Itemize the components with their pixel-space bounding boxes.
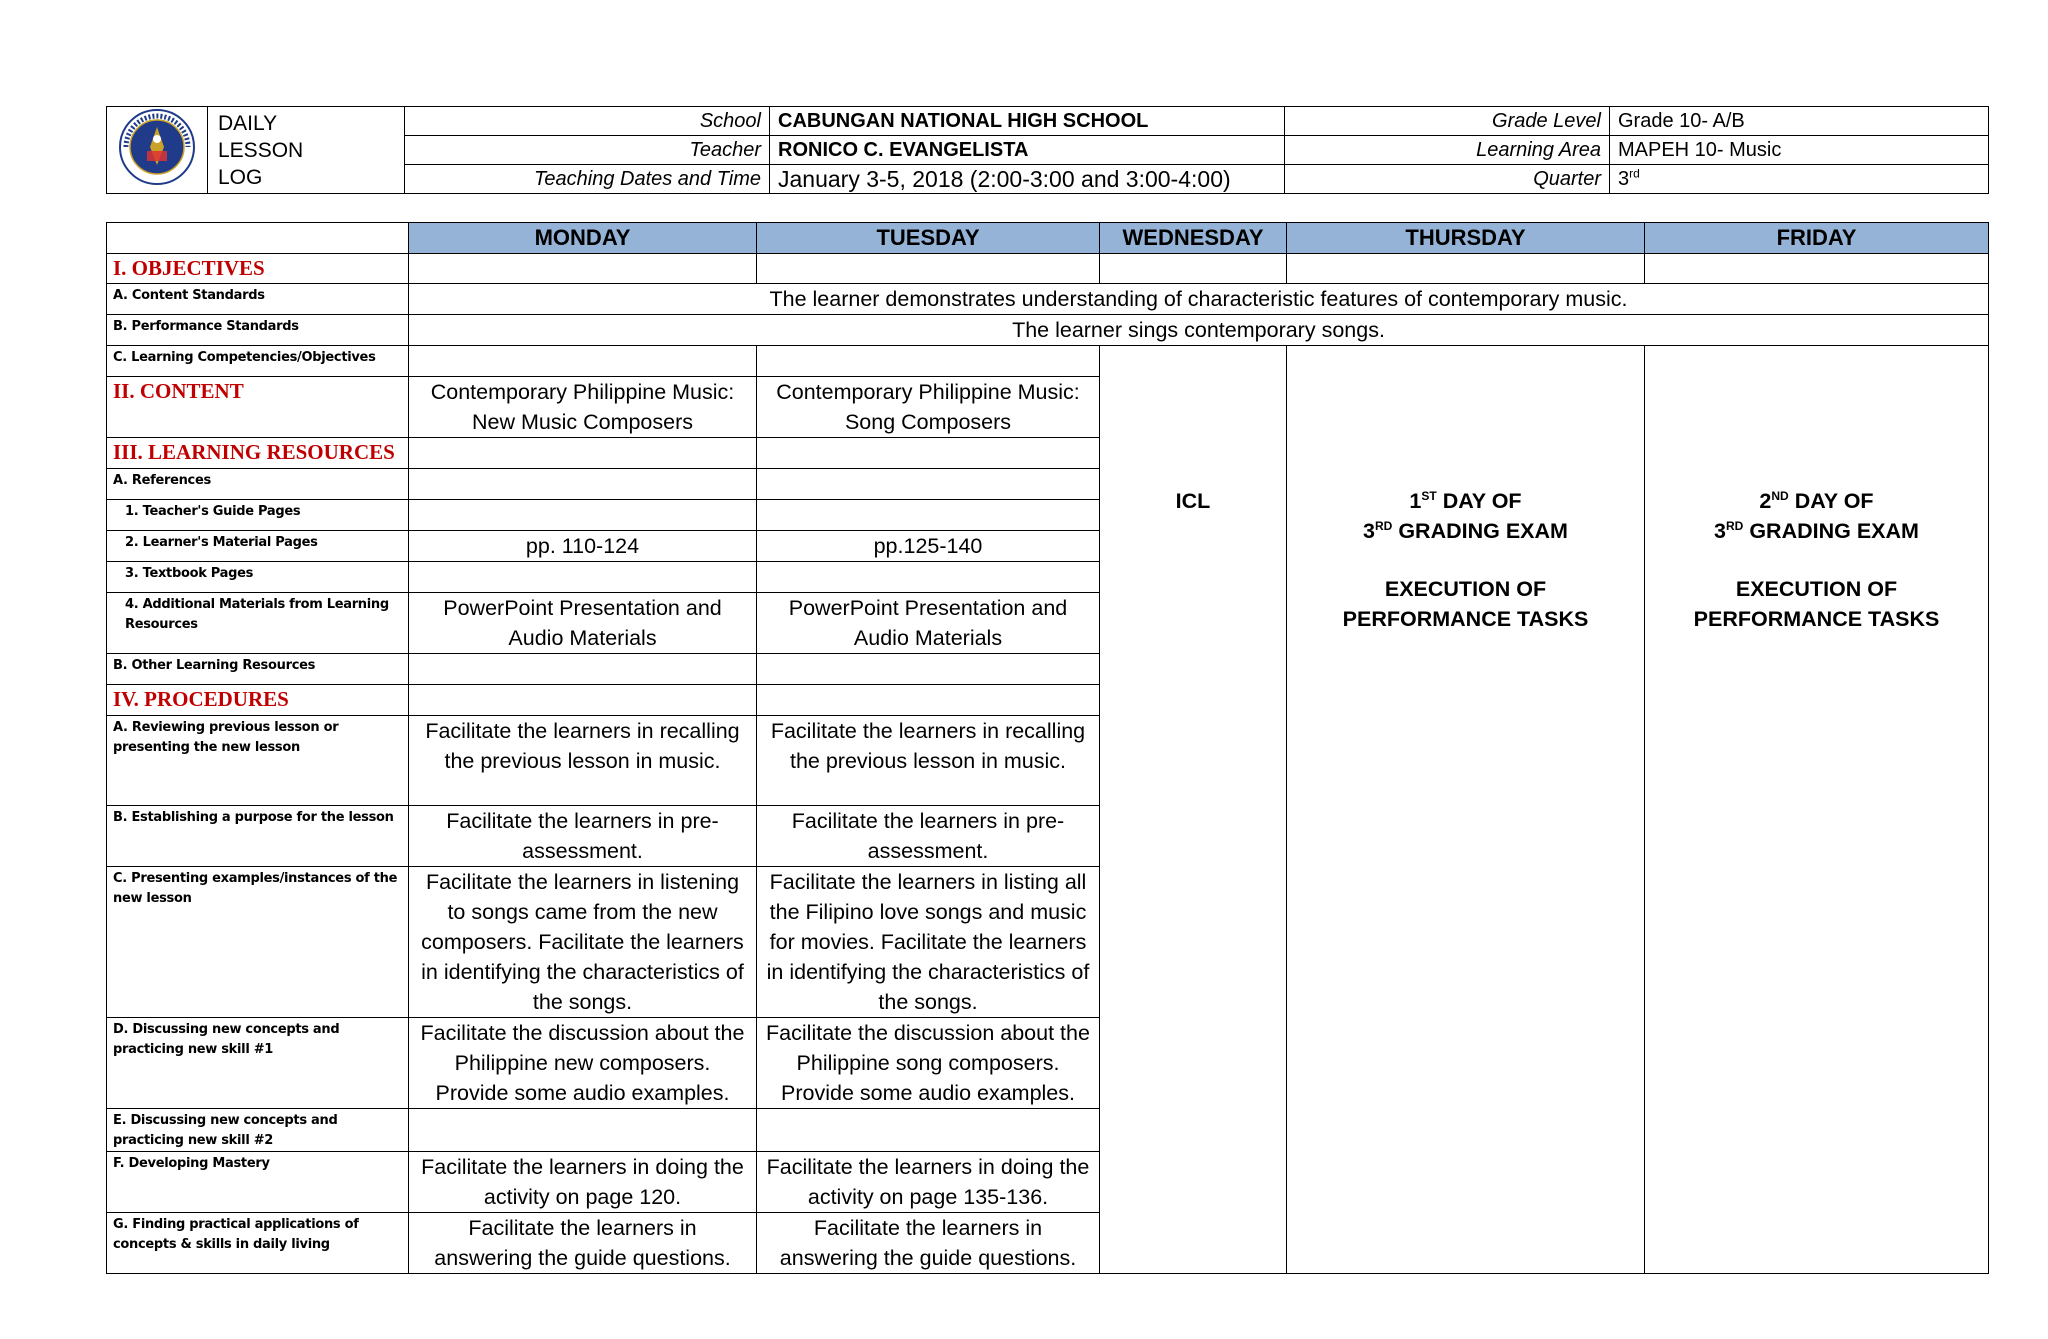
friday-grading-number: 3 xyxy=(1714,519,1727,543)
empty-cell xyxy=(757,562,1100,593)
empty-cell xyxy=(409,1109,757,1152)
thursday-day-text: DAY OF xyxy=(1436,489,1522,513)
competencies-row xyxy=(107,346,1989,377)
school-value: CABUNGAN NATIONAL HIGH SCHOOL xyxy=(770,107,1285,136)
content-monday: Contemporary Philippine Music: New Music Composers xyxy=(409,377,757,438)
content-standards-label: A. Content Standards xyxy=(107,284,409,315)
day-header-row xyxy=(107,223,1989,254)
quarter-number: 3 xyxy=(1618,167,1630,190)
empty-cell xyxy=(409,500,757,531)
empty-cell xyxy=(409,438,757,469)
thursday-grading-number: 3 xyxy=(1363,519,1376,543)
empty-cell xyxy=(757,254,1100,284)
procedure-b-tuesday: Facilitate the learners in pre-assessment. xyxy=(757,806,1100,867)
day-friday: FRIDAY xyxy=(1645,223,1989,254)
empty-cell xyxy=(409,685,757,716)
procedure-b-monday: Facilitate the learners in pre-assessment. xyxy=(409,806,757,867)
day-monday: MONDAY xyxy=(409,223,757,254)
empty-cell xyxy=(409,346,757,377)
friday-grading-suffix: RD xyxy=(1726,518,1744,533)
procedure-d-tuesday: Facilitate the discussion about the Philippine song composers. Provide some audio examples. xyxy=(757,1018,1100,1109)
learning-area-value: MAPEH 10- Music xyxy=(1610,136,1989,165)
corner-cell xyxy=(107,223,409,254)
empty-cell xyxy=(409,654,757,685)
teaching-dates-value: January 3-5, 2018 (2:00-3:00 and 3:00-4:00) xyxy=(770,165,1285,194)
quarter-label: Quarter xyxy=(1285,165,1610,194)
empty-cell xyxy=(1287,254,1645,284)
wednesday-icl: ICL xyxy=(1175,489,1211,513)
empty-cell xyxy=(409,469,757,500)
friday-day-text: DAY OF xyxy=(1788,489,1874,513)
procedure-c-label: C. Presenting examples/instances of the new lesson xyxy=(107,867,409,1018)
empty-cell xyxy=(757,654,1100,685)
additional-materials-tuesday: PowerPoint Presentation and Audio Materials xyxy=(757,593,1100,654)
content-tuesday: Contemporary Philippine Music: Song Composers xyxy=(757,377,1100,438)
thursday-line-3: EXECUTION OF xyxy=(1384,577,1547,601)
additional-materials-label: 4. Additional Materials from Learning Resources xyxy=(107,593,409,654)
textbook-label: 3. Textbook Pages xyxy=(107,562,409,593)
performance-standards-value: The learner sings contemporary songs. xyxy=(409,315,1989,346)
objectives-heading: I. OBJECTIVES xyxy=(107,254,409,284)
procedure-g-tuesday: Facilitate the learners in answering the guide questions. xyxy=(757,1213,1100,1274)
teaching-dates-label: Teaching Dates and Time xyxy=(405,165,770,194)
title-line-1: DAILY xyxy=(218,111,278,135)
quarter-suffix: rd xyxy=(1629,165,1640,180)
procedure-f-monday: Facilitate the learners in doing the activity on page 120. xyxy=(409,1152,757,1213)
procedure-g-monday: Facilitate the learners in answering the guide questions. xyxy=(409,1213,757,1274)
performance-standards-row xyxy=(107,315,1989,346)
content-standards-row xyxy=(107,284,1989,315)
empty-cell xyxy=(1100,254,1287,284)
performance-standards-label: B. Performance Standards xyxy=(107,315,409,346)
deped-seal-icon xyxy=(114,107,200,187)
day-tuesday: TUESDAY xyxy=(757,223,1100,254)
friday-column xyxy=(1645,346,1989,1274)
thursday-line-4: PERFORMANCE TASKS xyxy=(1342,607,1589,631)
other-resources-label: B. Other Learning Resources xyxy=(107,654,409,685)
learners-material-tuesday: pp.125-140 xyxy=(757,531,1100,562)
empty-cell xyxy=(757,500,1100,531)
deped-logo xyxy=(107,107,208,194)
friday-day-number: 2 xyxy=(1759,489,1772,513)
procedure-c-tuesday: Facilitate the learners in listing all the Filipino love songs and music for movies. Facilitate the learners in identifying the characteristics of the songs. xyxy=(757,867,1100,1018)
friday-line-3: EXECUTION OF xyxy=(1735,577,1898,601)
thursday-day-suffix: ST xyxy=(1421,488,1437,503)
empty-cell xyxy=(757,1109,1100,1152)
references-label: A. References xyxy=(107,469,409,500)
procedure-a-label: A. Reviewing previous lesson or presenting the new lesson xyxy=(107,716,409,806)
friday-line-2 xyxy=(1651,516,1982,546)
procedure-d-monday: Facilitate the discussion about the Philippine new composers. Provide some audio examples. xyxy=(409,1018,757,1109)
day-wednesday: WEDNESDAY xyxy=(1100,223,1287,254)
friday-grading-text: GRADING EXAM xyxy=(1743,519,1919,543)
content-standards-value: The learner demonstrates understanding of characteristic features of contemporary music. xyxy=(409,284,1989,315)
friday-day-suffix: ND xyxy=(1771,488,1789,503)
content-heading: II. CONTENT xyxy=(107,377,409,438)
title-line-2: LESSON xyxy=(218,138,304,162)
daily-lesson-log-title xyxy=(208,107,405,194)
empty-cell xyxy=(757,685,1100,716)
competencies-label: C. Learning Competencies/Objectives xyxy=(107,346,409,377)
friday-line-1 xyxy=(1651,486,1982,516)
teachers-guide-label: 1. Teacher's Guide Pages xyxy=(107,500,409,531)
teacher-value: RONICO C. EVANGELISTA xyxy=(770,136,1285,165)
day-thursday: THURSDAY xyxy=(1287,223,1645,254)
grade-level-label: Grade Level xyxy=(1285,107,1610,136)
lesson-log-table xyxy=(106,222,1989,1274)
procedures-heading: IV. PROCEDURES xyxy=(107,685,409,716)
thursday-line-2 xyxy=(1293,516,1638,546)
empty-cell xyxy=(757,469,1100,500)
friday-line-4: PERFORMANCE TASKS xyxy=(1693,607,1940,631)
procedure-b-label: B. Establishing a purpose for the lesson xyxy=(107,806,409,867)
procedure-g-label: G. Finding practical applications of concepts & skills in daily living xyxy=(107,1213,409,1274)
thursday-line-1 xyxy=(1293,486,1638,516)
teacher-label: Teacher xyxy=(405,136,770,165)
procedure-a-monday: Facilitate the learners in recalling the previous lesson in music. xyxy=(409,716,757,806)
learners-material-label: 2. Learner's Material Pages xyxy=(107,531,409,562)
empty-cell xyxy=(757,346,1100,377)
header-table xyxy=(106,106,1989,194)
empty-cell xyxy=(757,438,1100,469)
procedure-f-tuesday: Facilitate the learners in doing the activity on page 135-136. xyxy=(757,1152,1100,1213)
procedure-a-tuesday: Facilitate the learners in recalling the previous lesson in music. xyxy=(757,716,1100,806)
learning-resources-heading: III. LEARNING RESOURCES xyxy=(107,438,409,469)
quarter-value xyxy=(1610,165,1989,194)
procedure-c-monday: Facilitate the learners in listening to songs came from the new composers. Facilitate the learners in identifying the characteristics of the songs. xyxy=(409,867,757,1018)
title-line-3: LOG xyxy=(218,165,263,189)
procedure-f-label: F. Developing Mastery xyxy=(107,1152,409,1213)
procedure-e-label: E. Discussing new concepts and practicing new skill #2 xyxy=(107,1109,409,1152)
thursday-day-number: 1 xyxy=(1409,489,1422,513)
thursday-grading-suffix: RD xyxy=(1375,518,1393,533)
empty-cell xyxy=(409,254,757,284)
empty-cell xyxy=(409,562,757,593)
learners-material-monday: pp. 110-124 xyxy=(409,531,757,562)
learning-area-label: Learning Area xyxy=(1285,136,1610,165)
objectives-row xyxy=(107,254,1989,284)
empty-cell xyxy=(1645,254,1989,284)
procedure-d-label: D. Discussing new concepts and practicing new skill #1 xyxy=(107,1018,409,1109)
thursday-column xyxy=(1287,346,1645,1274)
wednesday-column xyxy=(1100,346,1287,1274)
school-label: School xyxy=(405,107,770,136)
grade-level-value: Grade 10- A/B xyxy=(1610,107,1989,136)
thursday-grading-text: GRADING EXAM xyxy=(1392,519,1568,543)
additional-materials-monday: PowerPoint Presentation and Audio Materials xyxy=(409,593,757,654)
